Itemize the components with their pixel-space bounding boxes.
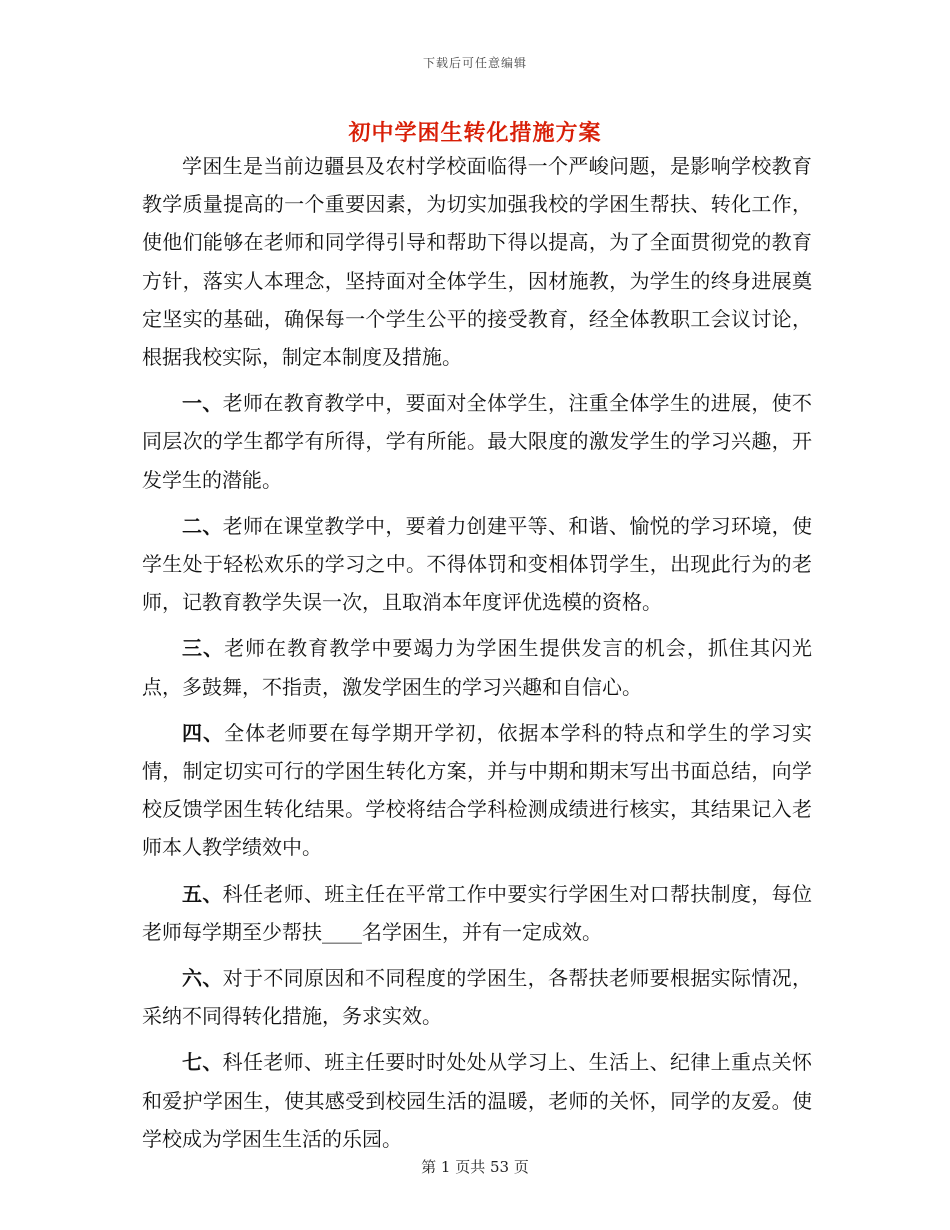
measure-item-4 xyxy=(142,714,812,867)
measure-item-6 xyxy=(142,959,812,1035)
intro-paragraph: 学困生是当前边疆县及农村学校面临得一个严峻问题，是影响学校教育教学质量提高的一个重要因素，为切实加强我校的学困生帮扶、转化工作，使他们能够在老师和同学得引导和帮助下得以提高，为了全面贯彻党的教育方针，落实人本理念，坚持面对全体学生，因材施教，为学生的终身进展奠定坚实的基础，确保每一个学生公平的接受教育，经全体教职工会议讨论，根据我校实际，制定本制度及措施。 xyxy=(142,154,812,370)
page-number: 第 1 页共 53 页 xyxy=(421,1158,529,1176)
measure-item-7 xyxy=(142,1043,812,1158)
measure-text: 全体老师要在每学期开学初，依据本学科的特点和学生的学习实情，制定切实可行的学困生转化方案，并与中期和期末写出书面总结，向学校反馈学困生转化结果。学校将结合学科检测成绩进行核实，其结果记入老师本人教学绩效中。 xyxy=(142,720,813,860)
measure-item-3 xyxy=(142,629,812,705)
document-body xyxy=(142,147,812,1166)
measure-number: 四、 xyxy=(182,720,225,745)
measure-number: 三、 xyxy=(182,636,225,661)
document-title: 初中学困生转化措施方案 xyxy=(348,120,602,146)
measure-number: 五、 xyxy=(182,881,223,906)
measure-number: 七、 xyxy=(182,1050,223,1075)
measure-number: 六、 xyxy=(182,966,223,991)
header-note: 下载后可任意编辑 xyxy=(422,56,527,70)
measure-text: 对于不同原因和不同程度的学困生，各帮扶老师要根据实际情况，采纳不同得转化措施，务求实效。 xyxy=(142,966,813,1029)
measure-text: 科任老师、班主任在平常工作中要实行学困生对口帮扶制度，每位老师每学期至少帮扶____名学困生，并有一定成效。 xyxy=(142,881,813,944)
measure-number: 一、 xyxy=(182,391,223,416)
measure-item-5 xyxy=(142,875,812,951)
measure-text: 老师在教育教学中，要面对全体学生，注重全体学生的进展，使不同层次的学生都学有所得，学有所能。最大限度的激发学生的学习兴趣，开发学生的潜能。 xyxy=(142,391,813,492)
measure-item-1 xyxy=(142,384,812,499)
measure-item-2 xyxy=(142,507,812,622)
measure-text: 老师在课堂教学中，要着力创建平等、和谐、愉悦的学习环境，使学生处于轻松欢乐的学习之中。不得体罚和变相体罚学生，出现此行为的老师，记教育教学失误一次，且取消本年度评优选模的资格。 xyxy=(142,513,813,615)
measure-number: 二、 xyxy=(182,513,223,538)
measure-text: 老师在教育教学中要竭力为学困生提供发言的机会，抓住其闪光点，多鼓舞，不指责，激发学困生的学习兴趣和自信心。 xyxy=(142,636,813,699)
measure-text: 科任老师、班主任要时时处处从学习上、生活上、纪律上重点关怀和爱护学困生，使其感受到校园生活的温暖，老师的关怀，同学的友爱。使学校成为学困生生活的乐园。 xyxy=(142,1050,813,1151)
